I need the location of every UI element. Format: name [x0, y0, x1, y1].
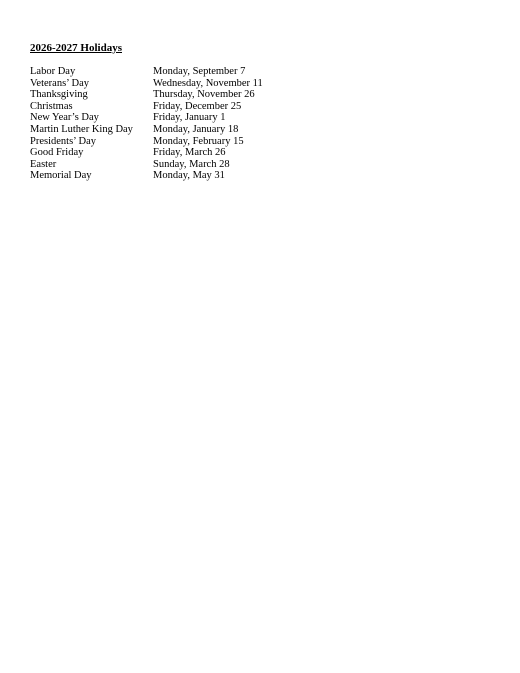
holiday-row	[30, 78, 330, 90]
document-title: 2026-2027 Holidays	[30, 42, 122, 54]
holiday-date: Friday, January 1	[153, 112, 226, 124]
holiday-row	[30, 159, 330, 171]
holiday-date: Monday, January 18	[153, 123, 239, 135]
holiday-date: Monday, September 7	[153, 66, 246, 77]
holiday-row	[30, 124, 330, 136]
holiday-row	[30, 112, 330, 124]
holiday-date: Monday, February 15	[153, 135, 244, 147]
holiday-row	[30, 136, 330, 148]
holiday-row	[30, 170, 330, 182]
holiday-date: Monday, May 31	[153, 170, 225, 182]
holiday-name: Presidents’ Day	[30, 135, 96, 147]
holiday-date: Thursday, November 26	[153, 89, 255, 101]
holiday-name: Memorial Day	[30, 170, 92, 182]
holiday-name: Good Friday	[30, 147, 84, 159]
holiday-date: Sunday, March 28	[153, 158, 230, 170]
holiday-name: Easter	[30, 158, 57, 170]
holiday-name: New Year’s Day	[30, 112, 99, 124]
holiday-row	[30, 147, 330, 159]
holiday-row	[30, 66, 330, 78]
holiday-name: Christmas	[30, 100, 73, 112]
holiday-list	[30, 66, 330, 182]
holiday-date: Friday, December 25	[153, 100, 242, 112]
holiday-name: Martin Luther King Day	[30, 123, 133, 135]
holiday-date: Friday, March 26	[153, 147, 226, 159]
holiday-row	[30, 89, 330, 101]
holiday-name: Veterans’ Day	[30, 77, 89, 89]
holiday-name: Labor Day	[30, 66, 76, 77]
holiday-date: Wednesday, November 11	[153, 77, 263, 89]
holiday-name: Thanksgiving	[30, 89, 88, 101]
holiday-row	[30, 101, 330, 113]
